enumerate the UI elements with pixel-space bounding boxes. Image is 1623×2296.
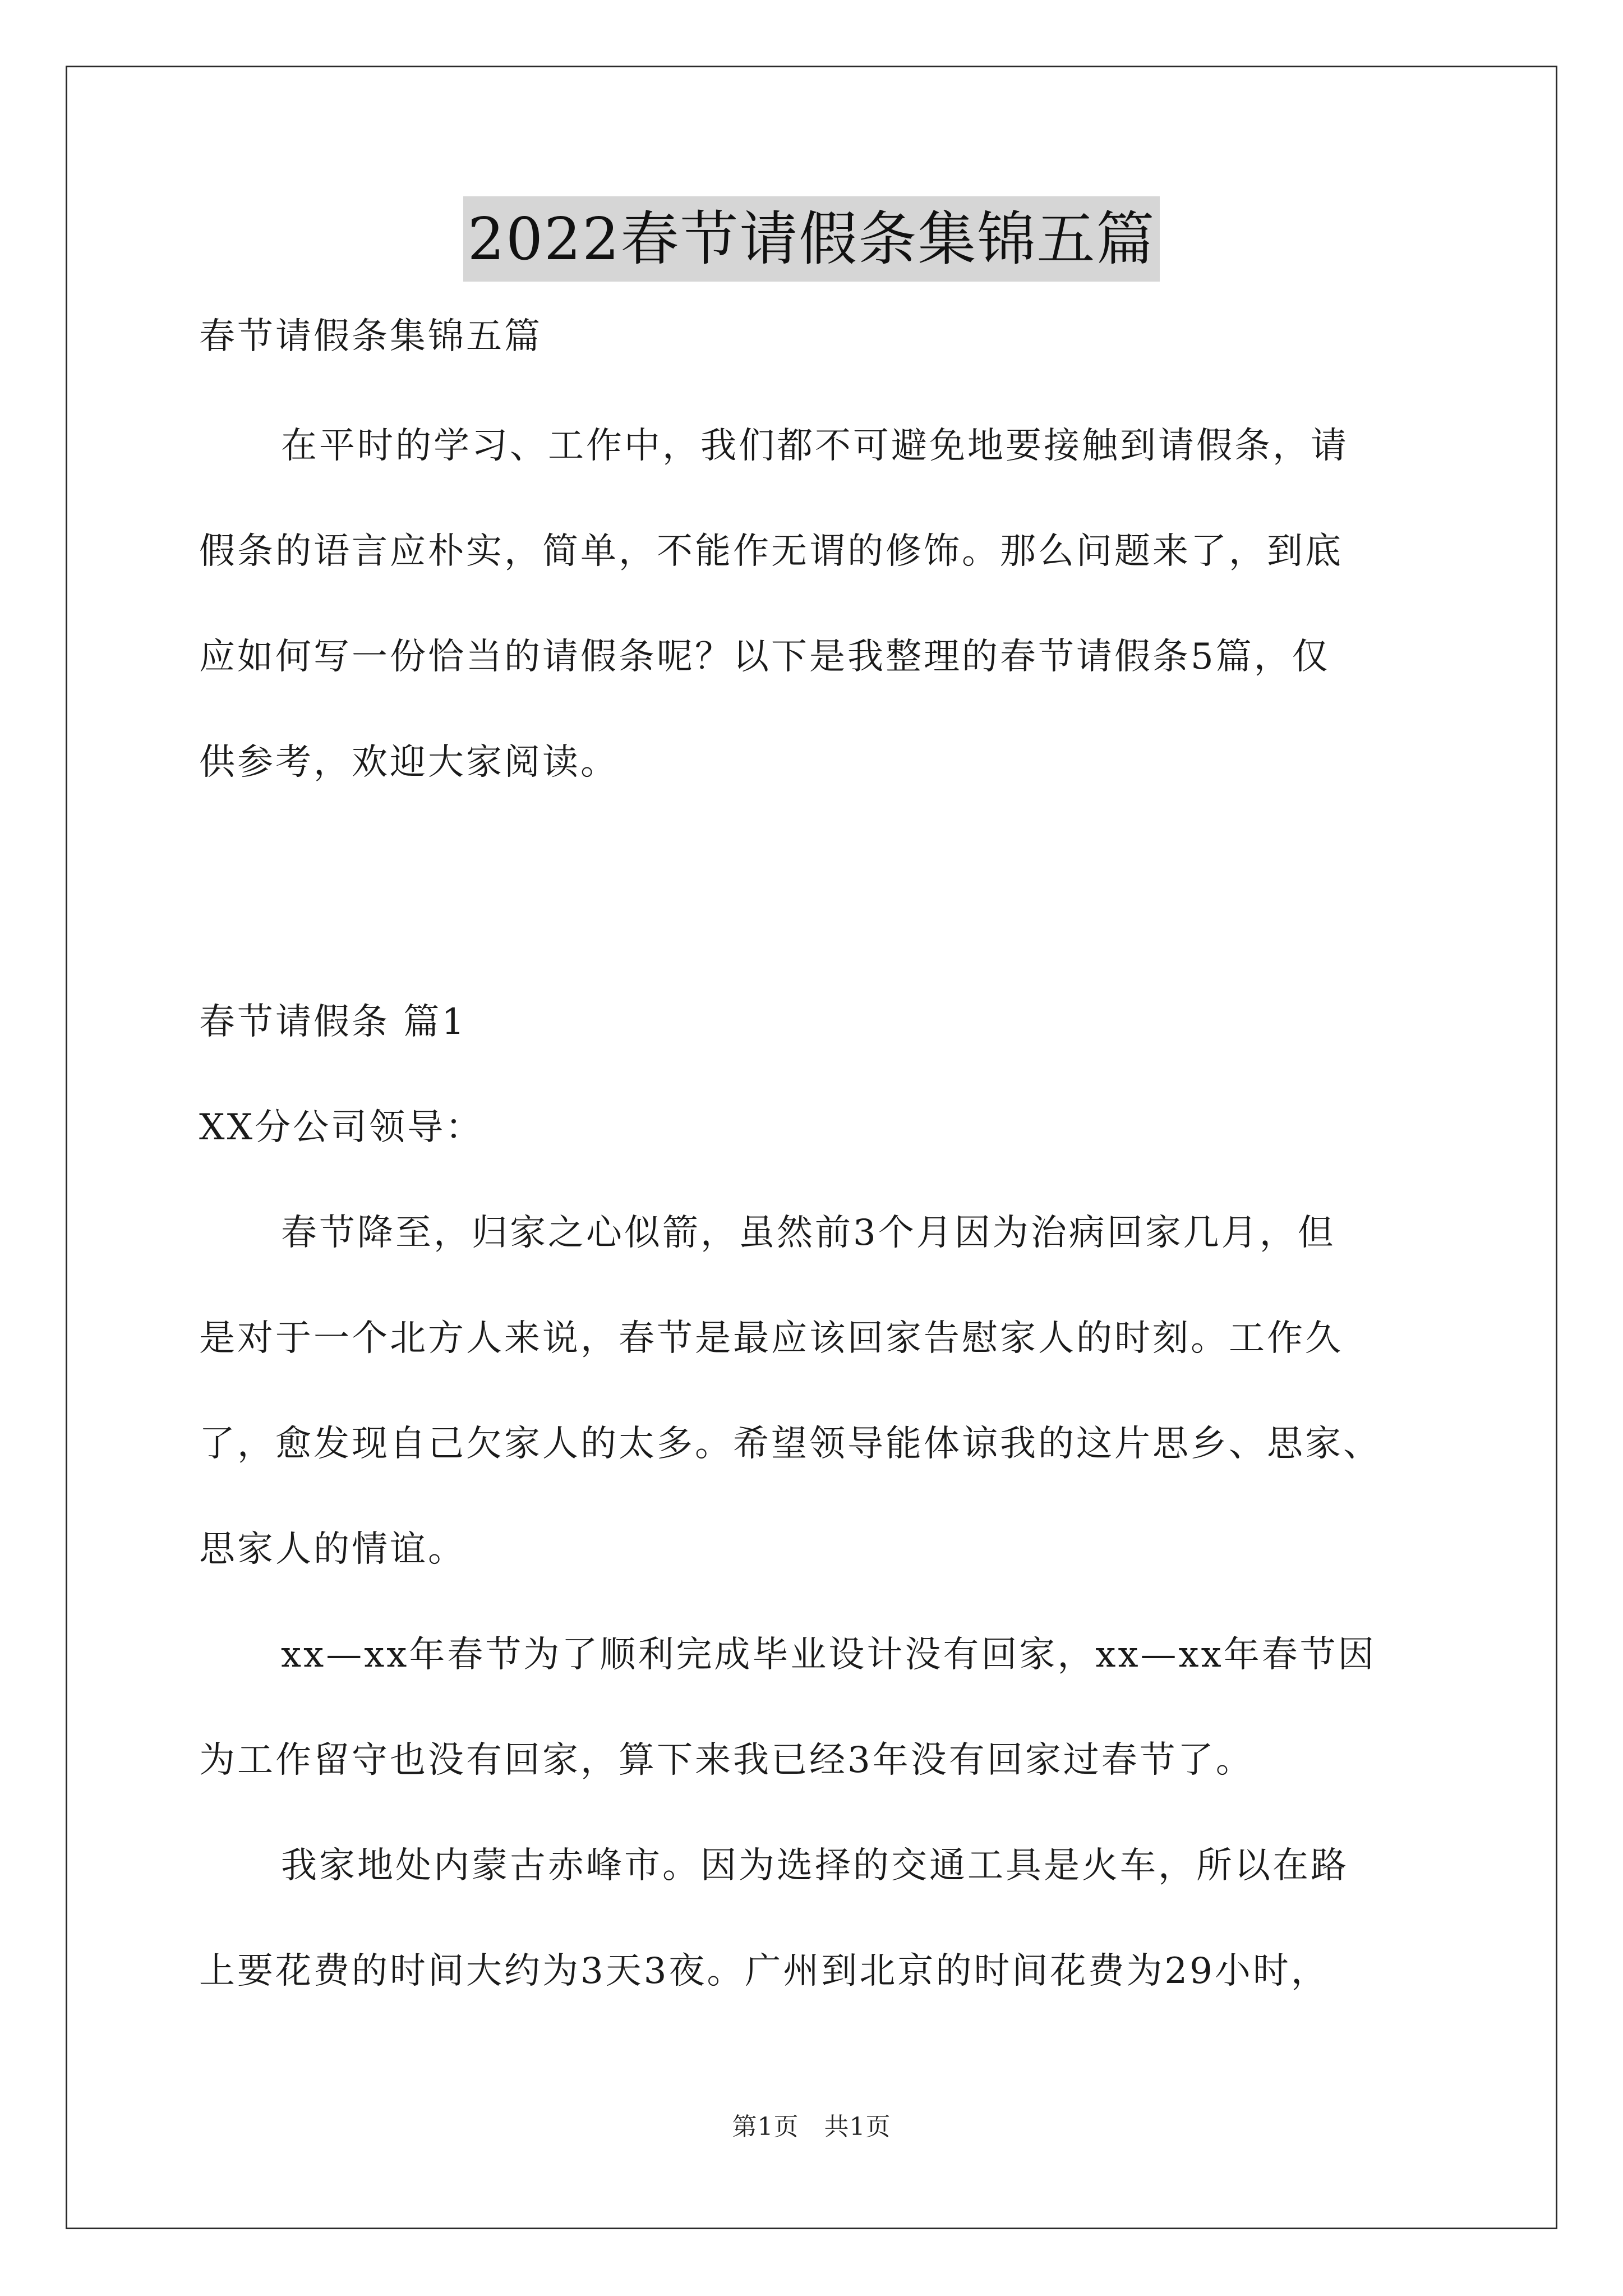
document-title: 2022春节请假条集锦五篇 [463,196,1160,282]
paragraph-line: 供参考，欢迎大家阅读。 [199,742,619,783]
paragraph-line: 春节降至，归家之心似箭，虽然前3个月因为治病回家几月，但 [281,1212,1336,1254]
paragraph-line: 是对于一个北方人来说，春节是最应该回家告慰家人的时刻。工作久 [199,1318,1343,1359]
paragraph-line: 应如何写一份恰当的请假条呢？以下是我整理的春节请假条5篇，仅 [199,636,1330,678]
paragraph-line: 为工作留守也没有回家，算下来我已经3年没有回家过春节了。 [199,1740,1254,1781]
paragraph-line: 上要花费的时间大约为3天3夜。广州到北京的时间花费为29小时， [199,1950,1329,1992]
paragraph-line: 思家人的情谊。 [199,1529,466,1570]
paragraph-line: 在平时的学习、工作中，我们都不可避免地要接触到请假条，请 [281,425,1349,467]
paragraph-line: xx—xx年春节为了顺利完成毕业设计没有回家，xx—xx年春节因 [281,1634,1376,1676]
page-number-footer: 第1页 共1页 [732,2113,891,2141]
title-container [0,196,1623,282]
salutation-line: XX分公司领导： [199,1107,484,1148]
paragraph-line: 假条的语言应朴实，简单，不能作无谓的修饰。那么问题来了，到底 [199,531,1343,572]
paragraph-line: 了，愈发现自己欠家人的太多。希望领导能体谅我的这片思乡、思家、 [199,1423,1381,1465]
section-heading: 春节请假条 篇1 [199,1001,467,1043]
subtitle-line: 春节请假条集锦五篇 [199,316,542,357]
paragraph-line: 我家地处内蒙古赤峰市。因为选择的交通工具是火车，所以在路 [281,1845,1349,1887]
